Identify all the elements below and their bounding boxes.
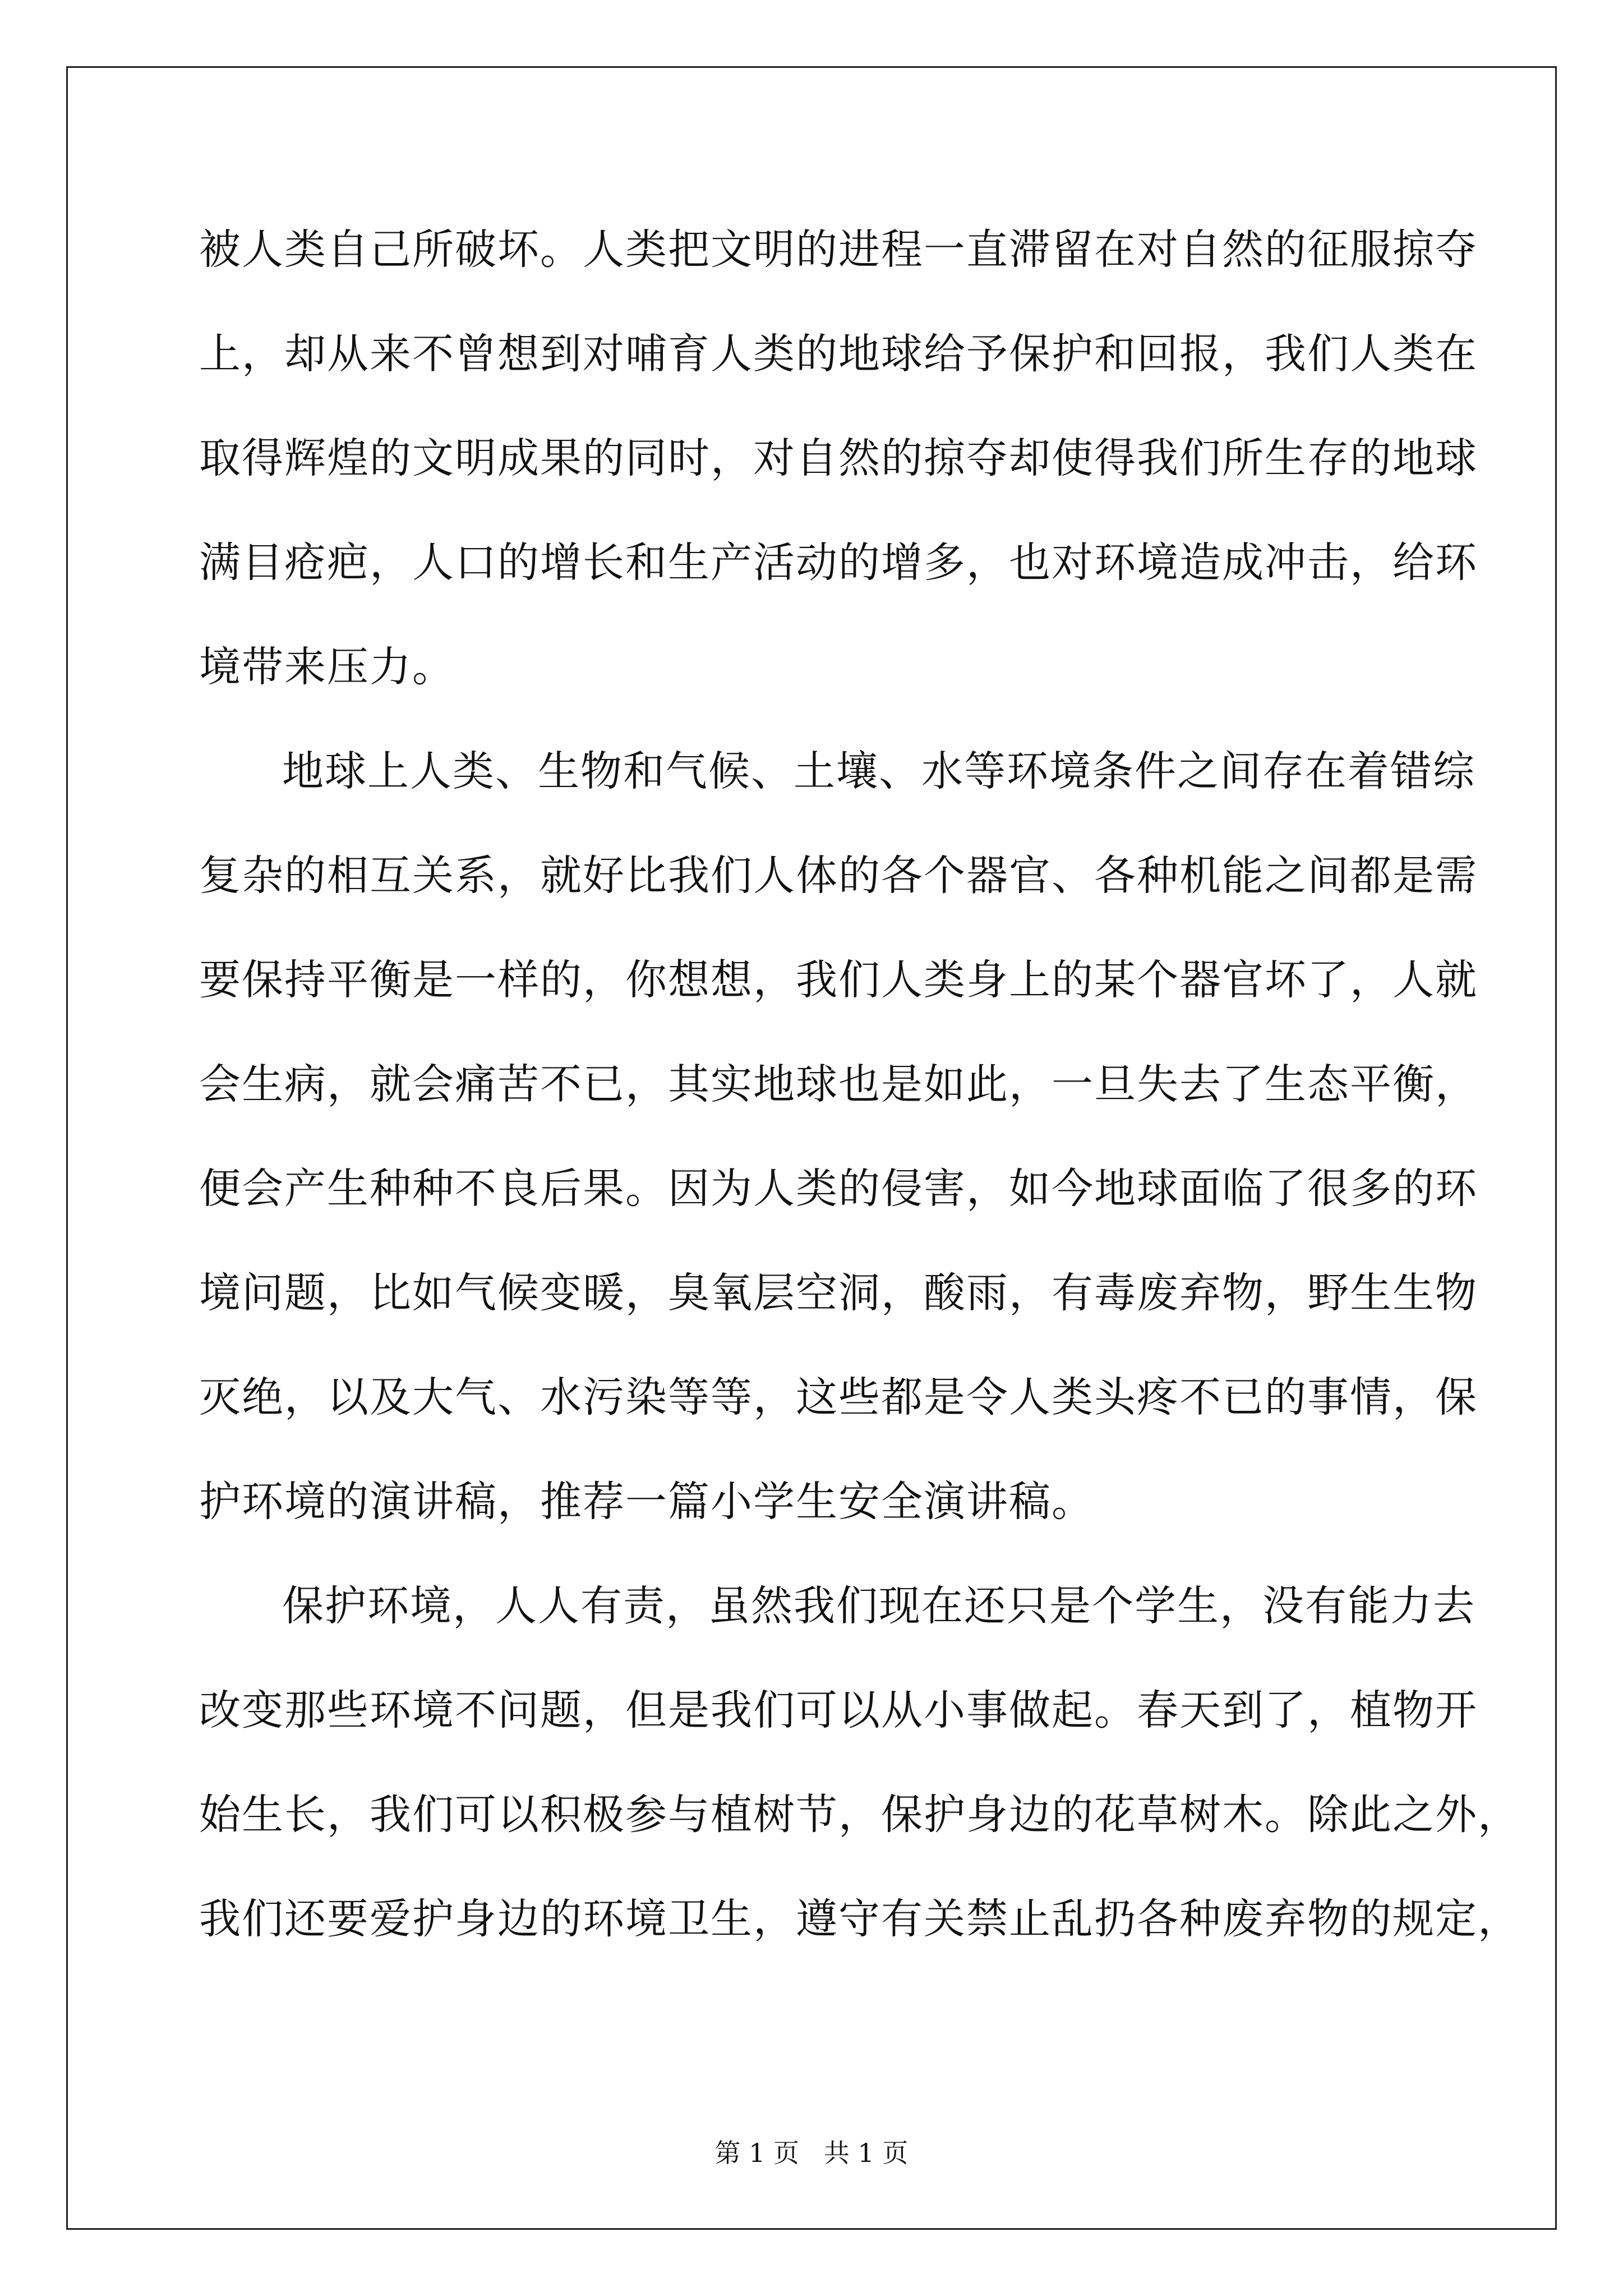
text-line: 护环境的演讲稿，推荐一篇小学生安全演讲稿。 [199,1478,1094,1526]
text-line: 会生病，就会痛苦不已，其实地球也是如此，一旦失去了生态平衡， [199,1060,1478,1108]
text-line: 复杂的相互关系，就好比我们人体的各个器官、各种机能之间都是需 [199,852,1478,900]
text-line: 地球上人类、生物和气候、土壤、水等环境条件之间存在着错综 [282,747,1476,795]
text-line: 便会产生种种不良后果。因为人类的侵害，如今地球面临了很多的环 [199,1165,1478,1213]
text-line: 始生长，我们可以积极参与植树节，保护身边的花草树木。除此之外， [199,1791,1520,1839]
text-line: 境带来压力。 [199,643,455,691]
text-line: 被人类自己所破坏。人类把文明的进程一直滞留在对自然的征服掠夺 [199,226,1478,274]
text-line: 改变那些环境不问题，但是我们可以从小事做起。春天到了，植物开 [199,1686,1478,1734]
text-line: 上，却从来不曾想到对哺育人类的地球给予保护和回报，我们人类在 [199,330,1478,378]
page-footer: 第 1 页 共 1 页 [714,2138,909,2168]
text-line: 要保持平衡是一样的，你想想，我们人类身上的某个器官坏了，人就 [199,956,1478,1004]
document-body [199,219,1520,1993]
text-line: 境问题，比如气候变暖，臭氧层空洞，酸雨，有毒废弃物，野生生物 [199,1269,1478,1317]
text-line: 保护环境，人人有责，虽然我们现在还只是个学生，没有能力去 [282,1582,1476,1630]
text-line: 取得辉煌的文明成果的同时，对自然的掠夺却使得我们所生存的地球 [199,434,1478,482]
text-line: 我们还要爱护身边的环境卫生，遵守有关禁止乱扔各种废弃物的规定， [199,1895,1520,1943]
text-line: 满目疮疤，人口的增长和生产活动的增多，也对环境造成冲击，给环 [199,539,1478,587]
text-line: 灭绝，以及大气、水污染等等，这些都是令人类头疼不已的事情，保 [199,1373,1478,1421]
